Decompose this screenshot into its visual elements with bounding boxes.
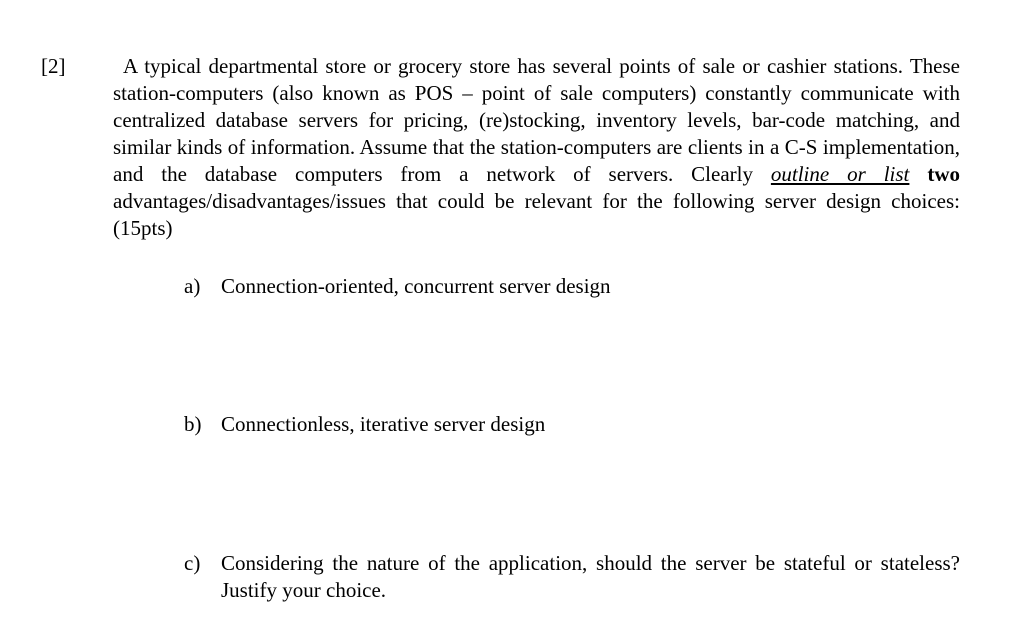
subquestion-marker: b)	[184, 412, 202, 436]
subquestion-b	[184, 411, 960, 438]
subquestion-c	[184, 550, 960, 604]
subquestion-a	[184, 273, 960, 300]
emphasis-two: two	[927, 162, 960, 186]
emphasis-outline-or-list: outline or list	[770, 162, 910, 186]
subquestion-text: Considering the nature of the application, should the server be stateful or stateless? Justify your choice.	[221, 551, 960, 602]
subquestion-marker: c)	[184, 551, 201, 575]
subquestion-text: Connectionless, iterative server design	[221, 412, 546, 436]
question-text-rest: advantages/disadvantages/issues that could be relevant for the following server design choices: (15pts)	[113, 189, 960, 240]
question-number: [2]	[41, 54, 66, 78]
subquestion-text: Connection-oriented, concurrent server design	[221, 274, 611, 298]
question-text	[113, 53, 960, 242]
question-text-intro: A typical departmental store or grocery store has several points of sale or cashier stations. These station-computers (also known as POS – point of sale computers) constantly communicate with centralized database servers for pricing, (re)stocking, inventory levels, bar-code matching, and similar kinds of information. Assume that the station-computers are clients in a C-S implementation, and the database computers from a network of servers. Clearly	[113, 54, 960, 186]
subquestion-marker: a)	[184, 274, 201, 298]
